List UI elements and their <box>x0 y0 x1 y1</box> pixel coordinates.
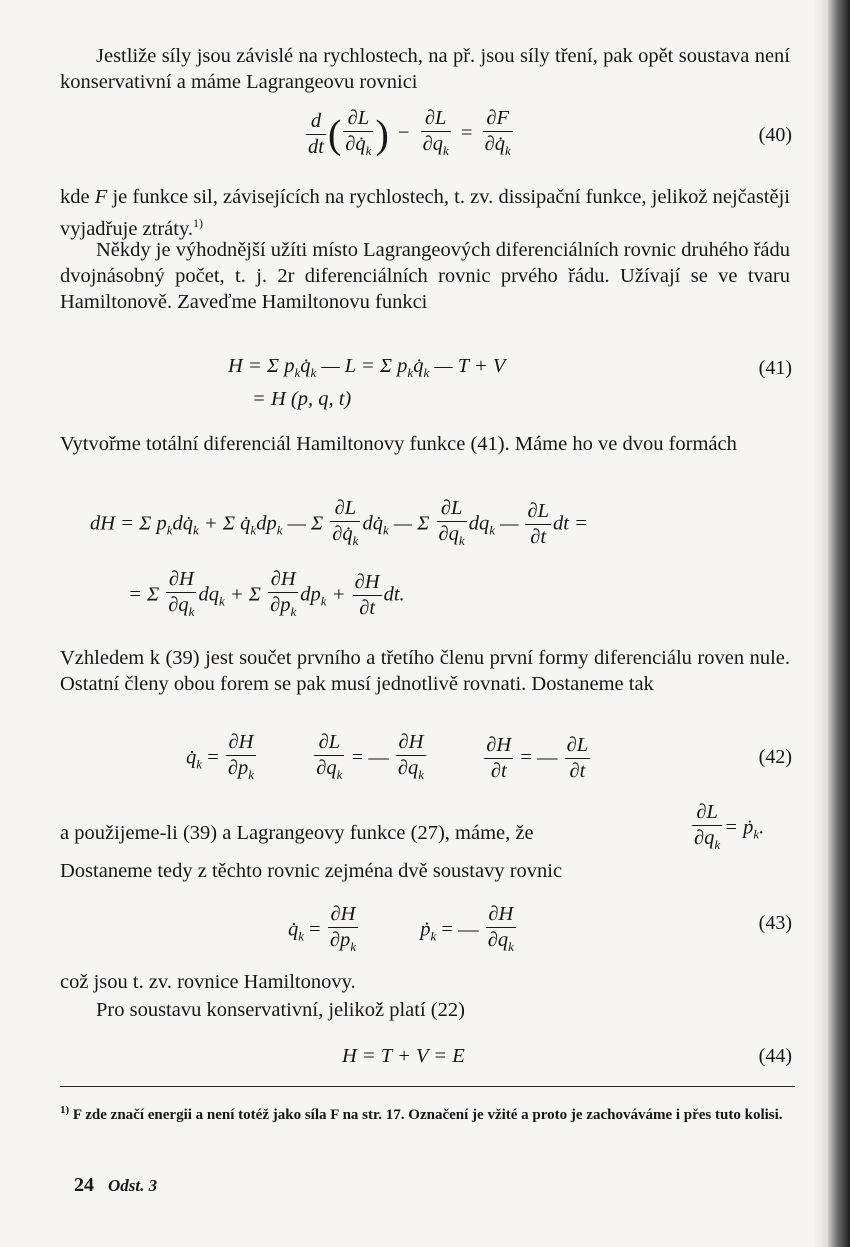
paragraph-two-systems: Dostaneme tedy z těchto rovnic zejména dvě soustavy rovnic <box>60 860 563 882</box>
equation-label-42: (42) <box>758 746 792 768</box>
paragraph-hamilton-equations: což jsou t. zv. rovnice Hamiltonovy. <box>60 971 356 993</box>
equation-label-43: (43) <box>758 912 792 934</box>
fraction-dL-dq: $\frac{\partial L}{\partial q_k}$ <box>422 107 449 159</box>
page-number: 24 <box>74 1174 94 1196</box>
footnote-ref: 1) <box>193 216 203 230</box>
footnote-divider <box>60 1086 795 1087</box>
equation-dH-form1: dH = Σ $p_kdq̇_k + \Sigma$ $q̇_kdp_k$ — Σ $\frac{\partial L}{\partial q̇_k}$ $dq̇_k$ — Σ $\frac{\partial L}{\partial q_k}$ $dq_k$ — $\frac{\partial L}{\partial t}$ dt = <box>90 497 588 549</box>
fraction-d-dt: $\frac{d}{dt}$ <box>308 110 324 159</box>
paragraph-dissipation: kde F je funkce sil, závisejících na rychlostech, t. zv. dissipační funkce, jelikož nejčastěji vyjadřuje ztráty.$^{1)}$ <box>60 186 790 240</box>
fraction-dL-dqdot: $\frac{\partial L}{\partial q̇_k}$ <box>345 107 372 159</box>
equation-label-44: (44) <box>758 1045 792 1067</box>
equation-43: $q̇_k$ = $\frac{\partial H}{\partial p_k}$ ṗ$_k$ = — $\frac{\partial H}{\partial q_k}$ <box>288 903 514 955</box>
paragraph-conservative: Pro soustavu konservativní, jelikož platí (22) <box>96 999 465 1021</box>
equation-inline-pk: $\frac{\partial L}{\partial q_k}$ = ṗ$_k$. <box>694 801 765 853</box>
equation-44: H = T + V = E <box>342 1045 465 1067</box>
equation-41-line1: H = Σ $p_kq̇_k$ — L = Σ $p_kq̇_k$ — T + V <box>228 355 506 381</box>
section-label: Odst. 3 <box>108 1176 158 1195</box>
page-footer <box>74 1174 157 1197</box>
fraction-dF-dqdot: $\frac{\partial F}{\partial q̇_k}$ <box>484 107 511 159</box>
page-shadow <box>814 0 828 1247</box>
equation-42: $q̇_k$ = $\frac{\partial H}{\partial p_k}$ $\frac{\partial L}{\partial q_k}$ = — $\frac{\partial H}{\partial q_k}$ $\frac{\partial H}{\partial t}$ = — $\frac{\partial L}{\partial t}$ <box>186 731 589 783</box>
paragraph-total-differential: Vytvořme totální diferenciál Hamiltonovy funkce (41). Máme ho ve dvou formách <box>60 433 737 455</box>
paragraph-comparison: Vzhledem k (39) jest součet prvního a třetího členu první formy diferenciálu roven nule. Ostatní členy obou forem se pak musí jednotlivě rovnati. Dostaneme tak <box>60 647 790 695</box>
paragraph-hamilton-intro: Někdy je výhodnější užíti místo Lagrangeových diferenciálních rovnic druhého řádu dvojnásobný počet, t. j. 2r diferenciálních rovnic prvého řádu. Užívají se ve tvaru Hamiltonově. Zaveďme Hamiltonovu funkci <box>60 239 790 313</box>
equation-dH-form2: = Σ $\frac{\partial H}{\partial q_k}$ $dq_k + \Sigma$ $\frac{\partial H}{\partial p_k}$ $dp_k$ + $\frac{\partial H}{\partial t}$ dt. <box>128 568 405 620</box>
footnote: $^{1)}$ F zde značí energii a není totéž jako síla F na str. 17. Označení je vžité a proto je zachováváme i přes tuto kolisi. <box>60 1104 783 1123</box>
equation-41-line2: = H (p, q, t) <box>252 388 352 410</box>
equation-label-41: (41) <box>758 357 792 379</box>
paragraph-intro: Jestliže síly jsou závislé na rychlostech, na př. jsou síly tření, pak opět soustava není konservativní a máme Lagrangeovu rovnici <box>60 45 790 93</box>
equation-40: $\frac{d}{dt}$ ( $\frac{\partial L}{\partial q̇_k}$ ) − $\frac{\partial L}{\partial q_k}$ = $\frac{\partial F}{\partial q̇_k}$ <box>304 106 515 163</box>
book-spine-edge <box>828 0 850 1247</box>
equation-label-40: (40) <box>758 124 792 146</box>
paragraph-lagrange-function: a použijeme-li (39) a Lagrangeovy funkce (27), máme, že <box>60 822 534 844</box>
